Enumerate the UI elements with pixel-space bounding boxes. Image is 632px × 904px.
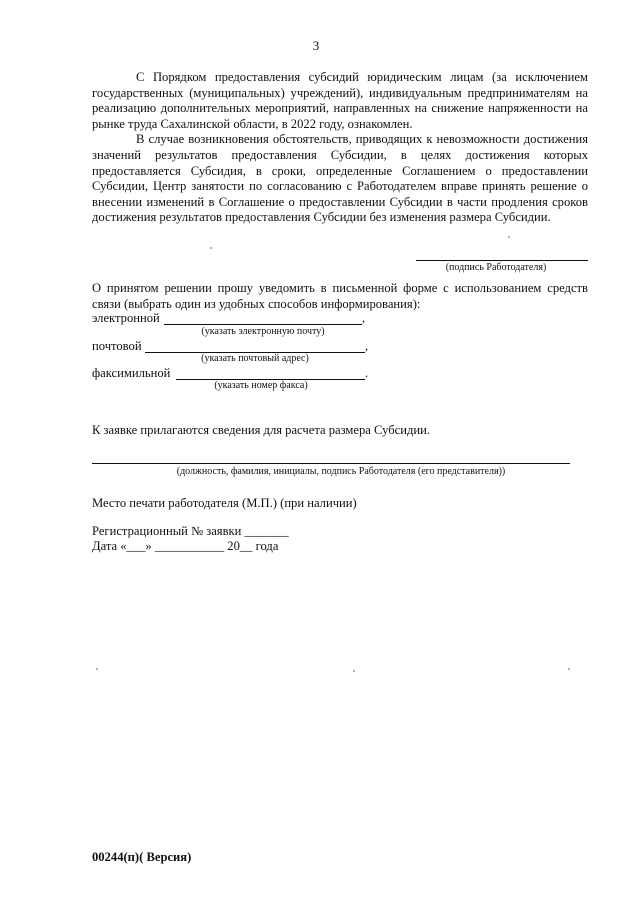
email-label: электронной [92, 311, 160, 325]
post-end: , [365, 339, 369, 353]
representative-caption: (должность, фамилия, инициалы, подпись Работодателя (его представителя)) [176, 466, 506, 477]
employer-signature-line[interactable] [416, 260, 588, 261]
post-label: почтовой [92, 339, 142, 353]
employer-signature-caption: (подпись Работодателя) [445, 262, 547, 273]
registration-number: Регистрационный № заявки _______ [92, 524, 289, 538]
scan-speck [508, 236, 510, 238]
email-field[interactable] [164, 324, 362, 325]
fax-hint: (указать номер факса) [214, 380, 308, 391]
scan-speck [568, 668, 570, 670]
email-hint: (указать электронную почту) [201, 326, 325, 337]
representative-signature-line[interactable] [92, 463, 570, 464]
scan-speck [96, 668, 98, 670]
paragraph-1: С Порядком предоставления субсидий юридическим лицам (за исключением государственных (муниципальных) учреждений), индивидуальным предпринимателям на реализацию дополнительных мероприятий, направленных на снижение напряженности на рынке труда Сахалинской области, в 2022 году, ознакомлен. [92, 70, 588, 131]
acknowledgement-paragraph [92, 70, 588, 226]
page-number: 3 [312, 38, 320, 53]
fax-end: . [365, 366, 369, 380]
post-hint: (указать почтовый адрес) [201, 353, 309, 364]
paragraph-2: В случае возникновения обстоятельств, приводящих к невозможности достижения значений результатов предоставления Субсидии, в целях достижения которых предоставляется Субсидия, в сроки, определенные Соглашением о предоставлении Субсидии, Центр занятости по согласованию с Работодателем вправе принять решение о внесении изменений в Соглашение о предоставлении Субсидии в части продления сроков достижения результатов предоставления Субсидии без изменения размера Субсидии. [92, 132, 588, 225]
scan-speck [210, 247, 212, 249]
attachment-text: К заявке прилагаются сведения для расчета размера Субсидии. [92, 423, 430, 437]
footer-code: 00244(п)( Версия) [92, 850, 192, 864]
stamp-text: Место печати работодателя (М.П.) (при наличии) [92, 496, 357, 510]
fax-label: факсимильной [92, 366, 171, 380]
email-end: , [362, 311, 366, 325]
scan-speck [353, 670, 355, 672]
notify-text: О принятом решении прошу уведомить в письменной форме с использованием средств связи (выбрать один из удобных способов информирования): [92, 281, 588, 311]
registration-date: Дата «___» ___________ 20__ года [92, 539, 279, 553]
